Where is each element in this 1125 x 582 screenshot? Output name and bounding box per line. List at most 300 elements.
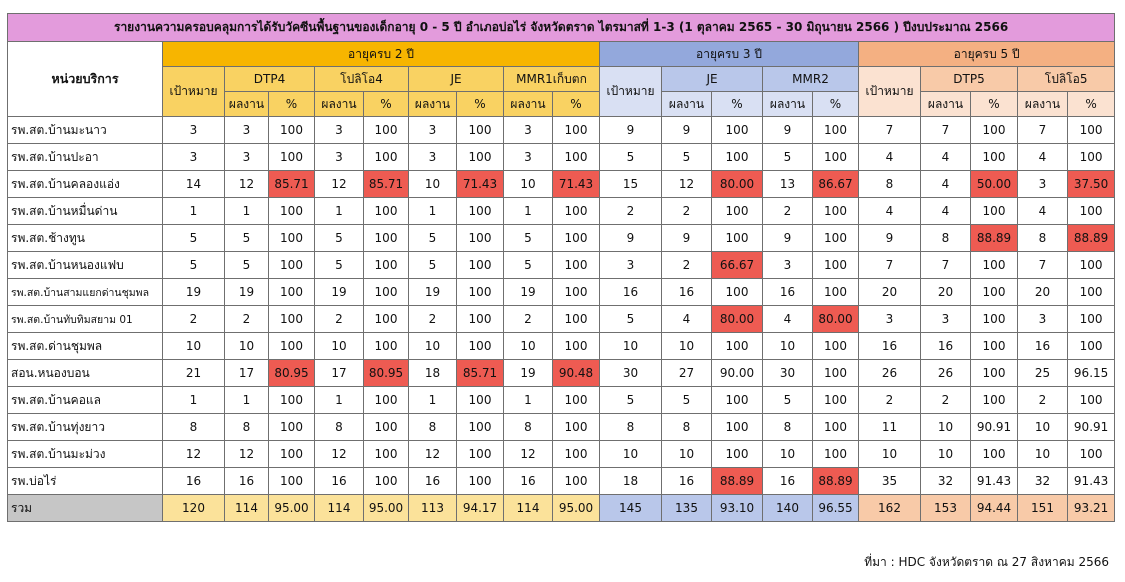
data-cell: 20 [1018,279,1068,306]
data-cell: 9 [662,225,712,252]
data-cell: 100 [553,144,600,171]
data-cell: 100 [1068,252,1115,279]
data-cell: 100 [813,333,859,360]
data-cell: 16 [1018,333,1068,360]
data-cell: 85.71 [269,171,315,198]
result-header: ผลงาน [763,92,813,117]
data-cell: 100 [269,441,315,468]
data-cell: 100 [364,441,409,468]
data-cell: 25 [1018,360,1068,387]
unit-column-header: หน่วยบริการ [8,42,163,117]
data-cell: 4 [662,306,712,333]
data-cell: 90.91 [1068,414,1115,441]
total-cell: 162 [859,495,921,522]
data-cell: 16 [859,333,921,360]
table-row [8,468,1115,495]
data-cell: 100 [457,144,504,171]
table-body [8,117,1115,522]
data-cell: 3 [1018,171,1068,198]
report-title: รายงานความครอบคลุมการได้รับวัคซีนพื้นฐานของเด็กอายุ 0 - 5 ปี อำเภอบ่อไร่ จังหวัดตราด ไตรมาสที่ 1-3 (1 ตุลาคม 2565 - 30 มิถุนายน 2566 ) ปีงบประมาณ 2566 [8,14,1115,42]
data-cell: 12 [409,441,457,468]
data-cell: 13 [763,171,813,198]
data-cell: 16 [763,468,813,495]
data-cell: 5 [600,387,662,414]
data-cell: 80.95 [269,360,315,387]
total-cell: 114 [315,495,364,522]
unit-name: รพ.สต.บ้านทุ่งยาว [8,414,163,441]
data-cell: 91.43 [971,468,1018,495]
total-cell: 145 [600,495,662,522]
data-cell: 100 [712,333,763,360]
data-cell: 100 [712,441,763,468]
total-cell: 95.00 [269,495,315,522]
data-cell: 20 [859,279,921,306]
vaccine-header: JE [409,67,504,92]
data-cell: 100 [813,360,859,387]
data-cell: 50.00 [971,171,1018,198]
data-cell: 27 [662,360,712,387]
data-cell: 35 [859,468,921,495]
data-cell: 100 [457,414,504,441]
data-cell: 100 [813,252,859,279]
percent-header: % [269,92,315,117]
data-cell: 100 [269,252,315,279]
data-cell: 100 [457,306,504,333]
data-cell: 100 [712,387,763,414]
data-cell: 26 [859,360,921,387]
data-cell: 100 [813,144,859,171]
data-cell: 100 [364,414,409,441]
data-cell: 5 [315,225,364,252]
data-cell: 14 [163,171,225,198]
percent-header: % [712,92,763,117]
data-cell: 16 [662,279,712,306]
table-row [8,441,1115,468]
total-cell: 94.44 [971,495,1018,522]
result-header: ผลงาน [662,92,712,117]
data-cell: 88.89 [712,468,763,495]
data-cell: 5 [662,144,712,171]
data-cell: 10 [1018,414,1068,441]
data-cell: 100 [457,198,504,225]
data-cell: 100 [813,198,859,225]
data-cell: 3 [409,144,457,171]
data-cell: 2 [662,198,712,225]
total-cell: 153 [921,495,971,522]
data-cell: 90.48 [553,360,600,387]
vaccine-header: โปลิโอ5 [1018,67,1115,92]
data-cell: 5 [315,252,364,279]
data-cell: 19 [225,279,269,306]
vaccine-header: MMR1เก็บตก [504,67,600,92]
data-cell: 12 [225,441,269,468]
data-cell: 100 [971,333,1018,360]
result-header: ผลงาน [921,92,971,117]
data-cell: 100 [364,144,409,171]
source-note: ที่มา : HDC จังหวัดตราด ณ 27 สิงหาคม 2566 [864,555,1109,569]
data-cell: 100 [457,117,504,144]
data-cell: 10 [662,441,712,468]
data-cell: 100 [712,144,763,171]
data-cell: 11 [859,414,921,441]
data-cell: 86.67 [813,171,859,198]
total-cell: 96.55 [813,495,859,522]
data-cell: 19 [504,360,553,387]
data-cell: 1 [163,198,225,225]
data-cell: 80.95 [364,360,409,387]
data-cell: 1 [315,198,364,225]
data-cell: 100 [553,414,600,441]
age-5-group-header: อายุครบ 5 ปี [859,42,1115,67]
data-cell: 30 [600,360,662,387]
data-cell: 9 [859,225,921,252]
data-cell: 19 [163,279,225,306]
data-cell: 7 [859,117,921,144]
data-cell: 100 [712,225,763,252]
table-row [8,171,1115,198]
data-cell: 1 [409,198,457,225]
unit-name: รพ.สต.บ้านสามแยกด่านชุมพล [8,279,163,306]
data-cell: 2 [662,252,712,279]
data-cell: 4 [921,198,971,225]
data-cell: 100 [813,279,859,306]
total-cell: 120 [163,495,225,522]
result-header: ผลงาน [315,92,364,117]
data-cell: 8 [763,414,813,441]
data-cell: 7 [921,117,971,144]
data-cell: 8 [409,414,457,441]
result-header: ผลงาน [225,92,269,117]
data-cell: 21 [163,360,225,387]
data-cell: 16 [600,279,662,306]
table-row [8,252,1115,279]
data-cell: 5 [763,144,813,171]
data-cell: 100 [269,387,315,414]
table-row [8,225,1115,252]
coverage-table [7,13,1115,522]
data-cell: 100 [971,387,1018,414]
data-cell: 100 [971,198,1018,225]
vaccine-header: DTP4 [225,67,315,92]
total-row [8,495,1115,522]
data-cell: 10 [763,441,813,468]
data-cell: 10 [600,333,662,360]
data-cell: 100 [457,225,504,252]
vaccine-header: โปลิโอ4 [315,67,409,92]
data-cell: 19 [504,279,553,306]
data-cell: 100 [1068,117,1115,144]
data-cell: 9 [600,117,662,144]
data-cell: 3 [315,117,364,144]
data-cell: 5 [600,144,662,171]
data-cell: 7 [921,252,971,279]
data-cell: 10 [921,414,971,441]
data-cell: 16 [225,468,269,495]
data-cell: 10 [225,333,269,360]
data-cell: 18 [600,468,662,495]
total-label: รวม [8,495,163,522]
data-cell: 3 [859,306,921,333]
data-cell: 16 [662,468,712,495]
unit-name: รพ.สต.บ้านมะนาว [8,117,163,144]
data-cell: 7 [1018,252,1068,279]
data-cell: 7 [1018,117,1068,144]
unit-name: รพ.สต.บ้านหนองแฟบ [8,252,163,279]
data-cell: 100 [971,441,1018,468]
data-cell: 100 [364,225,409,252]
vaccine-header: DTP5 [921,67,1018,92]
data-cell: 85.71 [457,360,504,387]
data-cell: 5 [163,225,225,252]
data-cell: 12 [163,441,225,468]
age-3-group-header: อายุครบ 3 ปี [600,42,859,67]
data-cell: 100 [971,117,1018,144]
data-cell: 100 [364,117,409,144]
data-cell: 4 [1018,198,1068,225]
data-cell: 100 [712,414,763,441]
data-cell: 16 [315,468,364,495]
data-cell: 100 [457,387,504,414]
data-cell: 2 [409,306,457,333]
table-row [8,333,1115,360]
data-cell: 100 [553,252,600,279]
data-cell: 4 [859,198,921,225]
data-cell: 100 [813,117,859,144]
data-cell: 3 [225,117,269,144]
vaccine-header: MMR2 [763,67,859,92]
data-cell: 5 [225,252,269,279]
data-cell: 100 [269,333,315,360]
data-cell: 16 [163,468,225,495]
data-cell: 100 [712,279,763,306]
table-row [8,144,1115,171]
total-cell: 93.10 [712,495,763,522]
data-cell: 16 [921,333,971,360]
total-cell: 94.17 [457,495,504,522]
data-cell: 100 [364,387,409,414]
total-cell: 114 [225,495,269,522]
data-cell: 8 [1018,225,1068,252]
data-cell: 17 [225,360,269,387]
data-cell: 100 [269,306,315,333]
data-cell: 8 [504,414,553,441]
data-cell: 71.43 [457,171,504,198]
data-cell: 1 [163,387,225,414]
target-header: เป้าหมาย [859,67,921,117]
data-cell: 2 [504,306,553,333]
data-cell: 100 [269,117,315,144]
total-cell: 93.21 [1068,495,1115,522]
data-cell: 5 [163,252,225,279]
data-cell: 5 [504,252,553,279]
data-cell: 16 [504,468,553,495]
table-row [8,198,1115,225]
total-cell: 95.00 [364,495,409,522]
data-cell: 15 [600,171,662,198]
table-row [8,306,1115,333]
data-cell: 100 [269,414,315,441]
data-cell: 100 [971,144,1018,171]
data-cell: 32 [1018,468,1068,495]
data-cell: 12 [662,171,712,198]
data-cell: 100 [553,441,600,468]
data-cell: 3 [504,117,553,144]
data-cell: 8 [600,414,662,441]
unit-name: รพ.สต.บ้านคอแล [8,387,163,414]
data-cell: 80.00 [712,171,763,198]
data-cell: 3 [225,144,269,171]
total-cell: 151 [1018,495,1068,522]
data-cell: 8 [662,414,712,441]
data-cell: 4 [1018,144,1068,171]
percent-header: % [1068,92,1115,117]
percent-header: % [457,92,504,117]
data-cell: 100 [813,387,859,414]
table-row [8,387,1115,414]
total-cell: 135 [662,495,712,522]
data-cell: 100 [971,306,1018,333]
data-cell: 91.43 [1068,468,1115,495]
data-cell: 10 [662,333,712,360]
unit-name: รพ.สต.บ้านปะอา [8,144,163,171]
data-cell: 88.89 [813,468,859,495]
result-header: ผลงาน [504,92,553,117]
vaccine-header: JE [662,67,763,92]
data-cell: 9 [662,117,712,144]
data-cell: 10 [763,333,813,360]
data-cell: 96.15 [1068,360,1115,387]
data-cell: 32 [921,468,971,495]
data-cell: 100 [364,333,409,360]
data-cell: 3 [163,117,225,144]
data-cell: 100 [1068,306,1115,333]
data-cell: 10 [409,171,457,198]
data-cell: 100 [813,414,859,441]
data-cell: 100 [971,279,1018,306]
data-cell: 7 [859,252,921,279]
data-cell: 2 [225,306,269,333]
unit-name: รพ.สต.บ้านคลองแอ่ง [8,171,163,198]
data-cell: 37.50 [1068,171,1115,198]
data-cell: 8 [859,171,921,198]
data-cell: 1 [504,198,553,225]
data-cell: 66.67 [712,252,763,279]
table-row [8,117,1115,144]
data-cell: 4 [921,171,971,198]
total-cell: 114 [504,495,553,522]
data-cell: 100 [269,198,315,225]
data-cell: 1 [504,387,553,414]
data-cell: 3 [921,306,971,333]
unit-name: รพ.บ่อไร่ [8,468,163,495]
data-cell: 10 [504,333,553,360]
data-cell: 10 [504,171,553,198]
data-cell: 100 [1068,144,1115,171]
table-row [8,279,1115,306]
data-cell: 71.43 [553,171,600,198]
data-cell: 3 [600,252,662,279]
data-cell: 5 [225,225,269,252]
data-cell: 100 [269,144,315,171]
data-cell: 100 [553,387,600,414]
data-cell: 100 [971,252,1018,279]
data-cell: 8 [225,414,269,441]
data-cell: 8 [315,414,364,441]
data-cell: 2 [163,306,225,333]
data-cell: 16 [763,279,813,306]
data-cell: 30 [763,360,813,387]
data-cell: 5 [409,252,457,279]
data-cell: 2 [763,198,813,225]
data-cell: 12 [504,441,553,468]
data-cell: 10 [409,333,457,360]
data-cell: 3 [315,144,364,171]
data-cell: 5 [409,225,457,252]
data-cell: 100 [457,441,504,468]
data-cell: 17 [315,360,364,387]
data-cell: 10 [921,441,971,468]
data-cell: 100 [553,117,600,144]
data-cell: 10 [1018,441,1068,468]
data-cell: 1 [225,198,269,225]
data-cell: 19 [315,279,364,306]
data-cell: 100 [1068,333,1115,360]
data-cell: 3 [1018,306,1068,333]
data-cell: 16 [409,468,457,495]
unit-name: รพ.สต.ช้างทูน [8,225,163,252]
data-cell: 9 [600,225,662,252]
unit-name: สอน.หนองบอน [8,360,163,387]
data-cell: 100 [553,468,600,495]
data-cell: 100 [1068,441,1115,468]
data-cell: 100 [364,306,409,333]
data-cell: 100 [269,279,315,306]
data-cell: 9 [763,225,813,252]
data-cell: 4 [859,144,921,171]
data-cell: 90.00 [712,360,763,387]
data-cell: 80.00 [813,306,859,333]
data-cell: 100 [712,198,763,225]
data-cell: 100 [1068,279,1115,306]
data-cell: 4 [763,306,813,333]
data-cell: 100 [813,225,859,252]
data-cell: 100 [269,225,315,252]
data-cell: 100 [1068,198,1115,225]
data-cell: 2 [1018,387,1068,414]
data-cell: 100 [553,225,600,252]
data-cell: 19 [409,279,457,306]
percent-header: % [553,92,600,117]
total-cell: 95.00 [553,495,600,522]
data-cell: 8 [921,225,971,252]
target-header: เป้าหมาย [600,67,662,117]
target-header: เป้าหมาย [163,67,225,117]
age-2-group-header: อายุครบ 2 ปี [163,42,600,67]
table-row [8,414,1115,441]
unit-name: รพ.สต.บ้านมะม่วง [8,441,163,468]
data-cell: 1 [225,387,269,414]
data-cell: 88.89 [971,225,1018,252]
data-cell: 85.71 [364,171,409,198]
total-cell: 140 [763,495,813,522]
data-cell: 100 [712,117,763,144]
result-header: ผลงาน [409,92,457,117]
data-cell: 100 [553,306,600,333]
data-cell: 1 [315,387,364,414]
data-cell: 100 [457,252,504,279]
percent-header: % [813,92,859,117]
data-cell: 100 [457,468,504,495]
